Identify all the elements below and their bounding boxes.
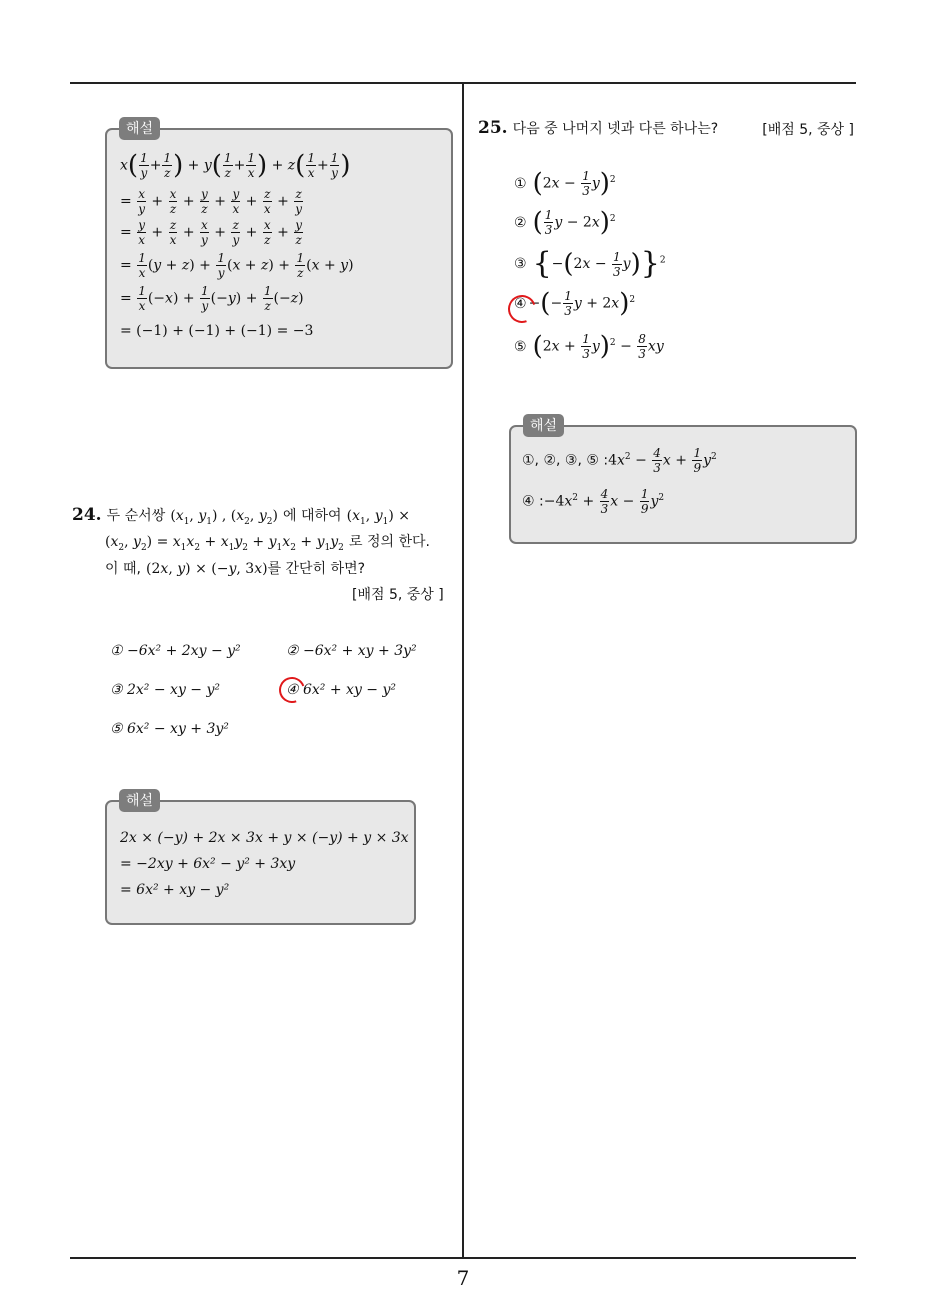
q24-sol-line-2: = −2xy + 6x² − y² + 3xy <box>120 856 296 872</box>
q25-sol-line-1: ①, ②, ③, ⑤ $:4x^2$ − $\frac{4}{3}$ x + $\frac{1}{9}$ $y^2$ <box>522 446 717 475</box>
q23-solution-label: 해설 <box>119 117 160 140</box>
q25-choice-5[interactable]: ⑤ (2x + $\frac{1}{3}$ y)$^2$ − $\frac{8}{3}$ xy <box>514 331 664 362</box>
q25-choice-3[interactable]: ③ {−(2x − $\frac{1}{3}$ y)}$^2$ <box>514 246 666 281</box>
q24-choice-1[interactable]: ① −6x² + 2xy − y² <box>110 643 241 659</box>
q23-sol-line-2: = $\frac{x}{y}$ + $\frac{x}{z}$ + $\frac{y}{z}$ + $\frac{y}{x}$ + $\frac{z}{x}$ + $\frac{z}{y}$ <box>120 187 303 216</box>
q25-choice-1[interactable]: ① (2x − $\frac{1}{3}$ y)$^2$ <box>514 168 616 199</box>
q25-number: 25. <box>478 118 508 138</box>
q25-score: [배점 5, 중상 ] <box>762 122 854 138</box>
q24-number: 24. <box>72 505 102 525</box>
q25-choice-4[interactable]: ④ −(− $\frac{1}{3}$ y + 2x)$^2$ <box>514 288 636 319</box>
q24-choice-2[interactable]: ② −6x² + xy + 3y² <box>286 643 417 659</box>
q24-choice-4[interactable]: ④ 6x² + xy − y² <box>286 682 397 698</box>
q23-sol-line-6: = (−1) + (−1) + (−1) = −3 <box>120 323 314 339</box>
bottom-rule <box>70 1257 856 1259</box>
q25-stem: 25. 다음 중 나머지 넷과 다른 하나는? [배점 5, 중상 ] <box>478 118 854 138</box>
q24-sol-line-1: 2x × (−y) + 2x × 3x + y × (−y) + y × 3x <box>120 830 409 846</box>
q24-choice-3[interactable]: ③ 2x² − xy − y² <box>110 682 221 698</box>
q24-sol-line-3: = 6x² + xy − y² <box>120 882 230 898</box>
q25-choice-2[interactable]: ② ( $\frac{1}{3}$ y − 2x)$^2$ <box>514 207 616 238</box>
column-divider <box>462 82 464 1258</box>
q24-score: [배점 5, 중상 ] <box>352 587 444 603</box>
q23-sol-line-1: x( $\frac{1}{y}$ + $\frac{1}{z}$ ) + y( $\frac{1}{z}$ + $\frac{1}{x}$ ) + z( $\frac{1}{x}$ + $\frac{1}{y}$ ) <box>120 150 351 181</box>
q25-solution-box <box>509 425 857 544</box>
q25-solution-label: 해설 <box>523 414 564 437</box>
q24-stem-line-2: ($x_2$, $y_2) = x_1x_2 + x_1y_2 + y_1x_2 + y_1y_2$ 로 정의 한다. <box>105 534 430 553</box>
q25-sol-line-2: ④ $:-4x^2$ + $\frac{4}{3}$ x − $\frac{1}{9}$ $y^2$ <box>522 487 665 516</box>
q24-choice-5[interactable]: ⑤ 6x² − xy + 3y² <box>110 721 229 737</box>
q23-sol-line-4: = $\frac{1}{x}$ (y + z) + $\frac{1}{y}$ (x + z) + $\frac{1}{z}$ (x + y) <box>120 251 354 280</box>
q24-answer-circle-mark <box>275 673 310 708</box>
q23-sol-line-3: = $\frac{y}{x}$ + $\frac{z}{x}$ + $\frac{x}{y}$ + $\frac{z}{y}$ + $\frac{x}{z}$ + $\frac{y}{z}$ <box>120 218 303 247</box>
q24-stem-line-1: 24. 두 순서쌍 ($x_1$, $y_1$) , ($x_2$, $y_2$) 에 대하여 ($x_1$, $y_1$) × <box>72 505 410 527</box>
q24-solution-label: 해설 <box>119 789 160 812</box>
q23-sol-line-5: = $\frac{1}{x}$ (−x) + $\frac{1}{y}$ (−y) + $\frac{1}{z}$ (−z) <box>120 284 304 313</box>
page-number: 7 <box>456 1266 470 1290</box>
q24-stem-line-3: 이 때, (2x, y) × (−y, 3x)를 간단히 하면? <box>105 561 366 577</box>
